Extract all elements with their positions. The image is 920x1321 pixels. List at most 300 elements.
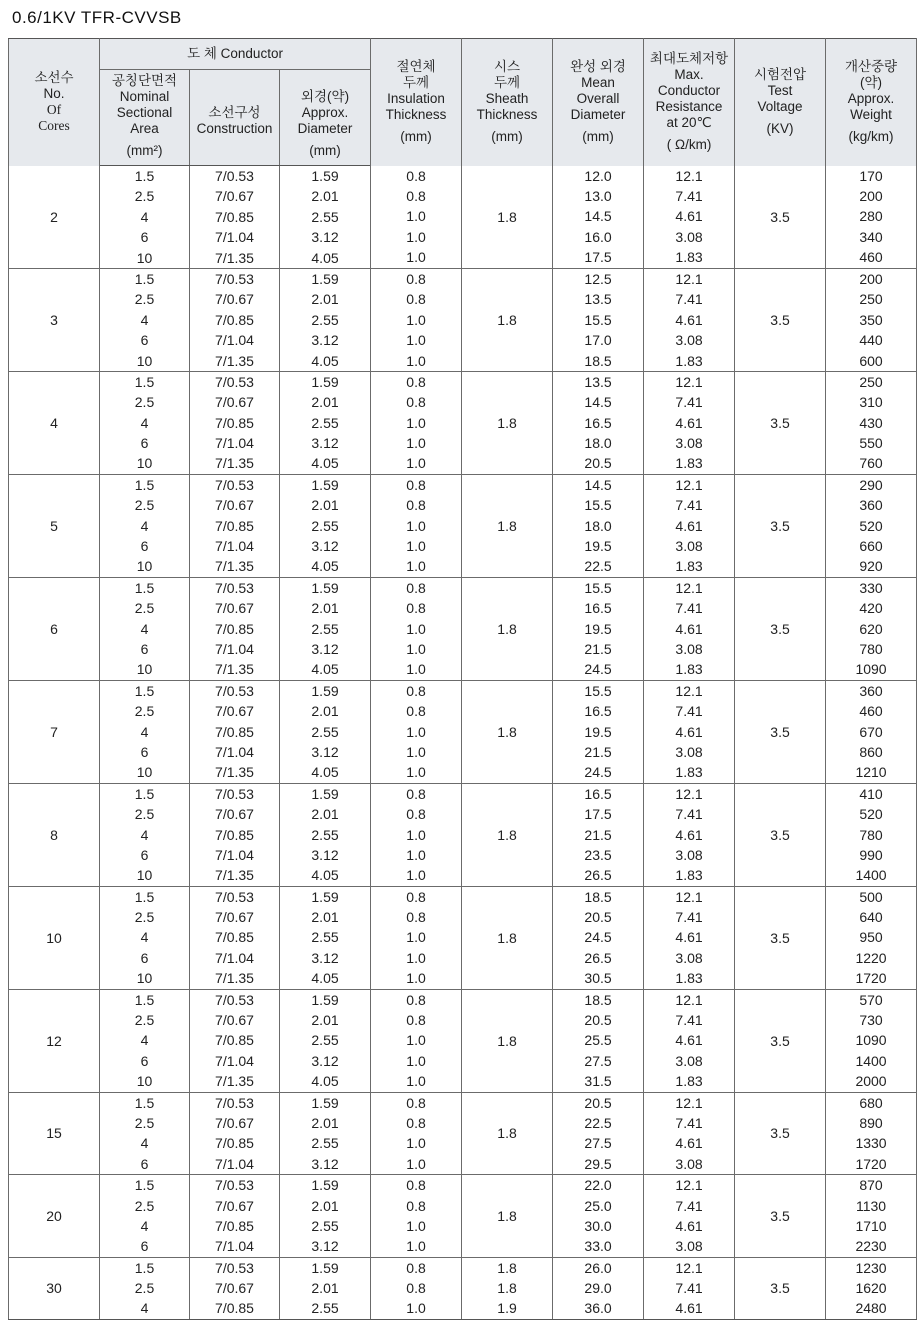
cell-overall <box>553 268 644 371</box>
cell-value: 25.0 <box>584 1197 612 1214</box>
cell-value: 4.61 <box>675 517 703 534</box>
cell-area <box>100 989 190 1092</box>
cell-value: 7.41 <box>675 1280 703 1297</box>
cell-area <box>100 577 190 680</box>
cell-value: 7/0.85 <box>215 517 254 534</box>
cell-value: 2.01 <box>311 291 339 308</box>
cell-value: 330 <box>859 579 883 596</box>
cell-area <box>100 783 190 886</box>
cell-value: 18.5 <box>584 352 612 369</box>
cell-value: 3.12 <box>311 229 339 246</box>
cell-value: 4.05 <box>311 970 339 987</box>
cable-spec-table <box>8 38 917 1320</box>
cell-value: 7.41 <box>675 1114 703 1131</box>
cell-value: 680 <box>859 1094 883 1111</box>
cell-weight <box>826 577 917 680</box>
cell-value: 20.5 <box>584 1094 612 1111</box>
header-line: No. <box>43 86 65 102</box>
cell-value: 170 <box>859 167 883 184</box>
header-line: Nominal <box>119 89 170 104</box>
cell-value: 7/1.35 <box>215 970 254 987</box>
cell-value: 7/0.53 <box>215 1259 254 1276</box>
cell-diameter <box>280 268 371 371</box>
cell-value: 10 <box>136 249 153 266</box>
header-line: 시스 <box>493 59 521 75</box>
cell-value: 20.5 <box>584 909 612 926</box>
cell-construction <box>190 783 280 886</box>
cell-value: 4 <box>140 517 149 534</box>
cell-value: 0.8 <box>406 187 426 204</box>
cell-value: 3.5 <box>770 517 790 534</box>
cell-value: 1.0 <box>406 1073 426 1090</box>
cell-diameter <box>280 886 371 989</box>
cell-value: 1.59 <box>311 579 339 596</box>
cell-value: 7/1.35 <box>215 1073 254 1090</box>
cell-construction <box>190 886 280 989</box>
cell-diameter <box>280 166 371 269</box>
header-sheath <box>462 39 553 166</box>
cell-cores <box>9 577 100 680</box>
cell-construction <box>190 474 280 577</box>
cell-resistance <box>644 1092 735 1175</box>
cell-value: 10 <box>136 1073 153 1090</box>
cell-value: 4.05 <box>311 352 339 369</box>
cell-value: 250 <box>859 291 883 308</box>
cell-value: 4.05 <box>311 558 339 575</box>
cell-value: 1.0 <box>406 1155 426 1172</box>
cell-value: 1130 <box>855 1197 887 1214</box>
cell-sheath <box>462 886 553 989</box>
cell-value: 0.8 <box>406 1259 426 1276</box>
header-line: (mm) <box>309 143 341 158</box>
cell-weight <box>826 1175 917 1258</box>
header-insulation <box>371 39 462 166</box>
cell-value: 3.5 <box>770 929 790 946</box>
cell-value: 3.12 <box>311 743 339 760</box>
cell-value: 1.8 <box>497 414 517 431</box>
cell-value: 1.0 <box>406 1052 426 1069</box>
cell-value: 26.5 <box>584 949 612 966</box>
cell-value: 6 <box>140 743 149 760</box>
cell-value: 1210 <box>855 764 887 781</box>
cell-value: 2.55 <box>311 1135 339 1152</box>
cell-value: 2.55 <box>311 1032 339 1049</box>
cell-value: 16.0 <box>584 228 612 245</box>
cell-value: 20.5 <box>584 455 612 472</box>
cell-value: 1.0 <box>406 1238 426 1255</box>
cell-value: 7/0.85 <box>215 311 254 328</box>
cell-value: 6 <box>140 1155 149 1172</box>
cell-value: 7.41 <box>675 187 703 204</box>
cell-value: 4 <box>140 826 149 843</box>
cell-value: 7/0.53 <box>215 168 254 184</box>
cell-resistance <box>644 166 735 269</box>
cell-value: 21.5 <box>584 826 612 843</box>
cell-value: 1.0 <box>406 228 426 245</box>
cell-value: 3.08 <box>675 743 703 760</box>
cell-value: 7/1.04 <box>215 332 254 349</box>
cell-value: 2.55 <box>311 414 339 431</box>
header-line: Weight <box>850 107 892 123</box>
cell-value: 1.83 <box>675 558 703 575</box>
cell-value: 36.0 <box>584 1300 612 1317</box>
cell-value: 4.61 <box>675 1300 703 1317</box>
cell-value: 2.55 <box>311 620 339 637</box>
cell-value: 1710 <box>855 1217 887 1234</box>
cell-area <box>100 474 190 577</box>
cell-value: 10 <box>136 867 153 884</box>
cell-value: 2.01 <box>311 703 339 720</box>
cell-value: 7/0.85 <box>215 1217 254 1234</box>
cell-value: 3.12 <box>311 640 339 657</box>
cell-value: 18.0 <box>584 435 612 452</box>
cell-value: 7/0.67 <box>215 806 254 823</box>
table-row <box>9 783 917 886</box>
cell-cores <box>9 680 100 783</box>
cell-value: 1.8 <box>497 208 517 225</box>
cell-value: 2.01 <box>311 600 339 617</box>
cell-value: 1400 <box>855 867 887 884</box>
header-line: at 20℃ <box>666 115 712 131</box>
cell-value: 2.5 <box>134 909 155 926</box>
cell-value: 7/1.04 <box>215 1238 254 1255</box>
cell-value: 1.83 <box>675 249 703 266</box>
cell-value: 4.61 <box>675 826 703 843</box>
cell-value: 7/0.53 <box>215 1094 254 1111</box>
page-title: 0.6/1KV TFR-CVVSB <box>12 8 182 27</box>
cell-value: 1.83 <box>675 661 703 678</box>
cell-value: 22.5 <box>584 1114 612 1131</box>
cell-value: 350 <box>859 311 883 328</box>
cell-value: 2.01 <box>311 188 339 205</box>
cell-value: 0.8 <box>406 682 426 699</box>
cell-value: 3.12 <box>311 1155 339 1172</box>
cell-sheath <box>462 474 553 577</box>
cell-value: 7/1.04 <box>215 538 254 555</box>
cell-value: 2.5 <box>134 600 155 617</box>
header-diameter <box>280 70 371 166</box>
cell-value: 7/0.67 <box>215 909 254 926</box>
cell-value: 6 <box>140 1238 149 1255</box>
cell-value: 1.0 <box>406 723 426 740</box>
cell-value: 1.0 <box>406 435 426 452</box>
cell-value: 31.5 <box>584 1073 612 1090</box>
cell-value: 18.5 <box>584 888 612 905</box>
cell-value: 7/0.85 <box>215 1032 254 1049</box>
cell-value: 0.8 <box>406 1094 426 1111</box>
cell-value: 4.05 <box>311 249 339 266</box>
cell-value: 1.8 <box>497 929 517 946</box>
cell-value: 7/0.53 <box>215 476 254 493</box>
cell-value: 2.5 <box>134 1197 155 1214</box>
cell-value: 600 <box>859 352 883 369</box>
cell-value: 4.05 <box>311 661 339 678</box>
header-line: Test <box>767 83 793 99</box>
cell-cores <box>9 1175 100 1258</box>
cell-value: 7/0.85 <box>215 929 254 946</box>
cell-value: 7/1.35 <box>215 558 254 575</box>
cell-value: 3 <box>50 311 58 328</box>
cell-construction <box>190 1175 280 1258</box>
cell-value: 2.55 <box>311 1217 339 1234</box>
cell-value: 7/0.53 <box>215 682 254 699</box>
header-line: Conductor <box>657 83 721 99</box>
cell-value: 7/0.53 <box>215 579 254 596</box>
cell-diameter <box>280 577 371 680</box>
cell-value: 24.5 <box>584 661 612 678</box>
header-line: Max. <box>674 67 704 83</box>
cell-value: 2.55 <box>311 517 339 534</box>
header-line: Voltage <box>757 99 803 115</box>
cell-value: 1.5 <box>134 476 155 493</box>
cell-cores <box>9 474 100 577</box>
cell-value: 0.8 <box>406 476 426 493</box>
cell-sheath <box>462 1092 553 1175</box>
cell-sheath <box>462 1175 553 1258</box>
cell-value: 7/0.67 <box>215 1114 254 1131</box>
cell-resistance <box>644 886 735 989</box>
cell-value: 500 <box>859 888 883 905</box>
cell-value: 7/0.53 <box>215 373 254 390</box>
cell-value: 1.0 <box>406 414 426 431</box>
cell-value: 780 <box>859 640 883 657</box>
cell-overall <box>553 166 644 269</box>
cell-value: 3.5 <box>770 723 790 740</box>
cell-value: 0.8 <box>406 1012 426 1029</box>
cell-value: 550 <box>859 435 883 452</box>
cell-value: 23.5 <box>584 846 612 863</box>
cell-value: 2.01 <box>311 1114 339 1131</box>
cell-value: 3.08 <box>675 1052 703 1069</box>
cell-voltage <box>735 783 826 886</box>
cell-value: 1.59 <box>311 270 339 287</box>
cell-sheath <box>462 989 553 1092</box>
cell-value: 15.5 <box>584 497 612 514</box>
header-line: Diameter <box>570 107 626 123</box>
cell-value: 7/1.04 <box>215 1155 254 1172</box>
cell-value: 760 <box>859 455 883 472</box>
header-line: Thickness <box>385 107 447 123</box>
cell-value: 10 <box>136 352 153 369</box>
cell-value: 12.1 <box>675 1094 703 1111</box>
cell-voltage <box>735 886 826 989</box>
cell-value: 1.5 <box>134 168 155 184</box>
header-line: (mm) <box>491 129 523 145</box>
cell-diameter <box>280 371 371 474</box>
cell-value: 7/0.67 <box>215 188 254 205</box>
cell-value: 1.5 <box>134 1094 155 1111</box>
cell-value: 460 <box>859 249 883 266</box>
cell-value: 4.05 <box>311 867 339 884</box>
cell-diameter <box>280 1257 371 1319</box>
cell-value: 4.61 <box>675 620 703 637</box>
cell-value: 1.59 <box>311 476 339 493</box>
cell-value: 0.8 <box>406 579 426 596</box>
cell-value: 0.8 <box>406 991 426 1008</box>
cell-value: 1.83 <box>675 455 703 472</box>
cell-value: 3.12 <box>311 846 339 863</box>
cell-value: 6 <box>140 435 149 452</box>
cell-value: 280 <box>859 208 883 225</box>
cell-weight <box>826 1257 917 1319</box>
cell-value: 780 <box>859 826 883 843</box>
cell-value: 860 <box>859 743 883 760</box>
cell-value: 6 <box>140 538 149 555</box>
cell-value: 13.0 <box>584 187 612 204</box>
cell-sheath <box>462 371 553 474</box>
cell-overall <box>553 680 644 783</box>
cell-value: 640 <box>859 909 883 926</box>
cell-value: 430 <box>859 414 883 431</box>
cell-value: 1.5 <box>134 991 155 1008</box>
cell-value: 440 <box>859 332 883 349</box>
cell-value: 2.5 <box>134 703 155 720</box>
cell-value: 2230 <box>855 1238 887 1255</box>
cell-value: 7/0.67 <box>215 1197 254 1214</box>
cell-value: 19.5 <box>584 723 612 740</box>
cell-value: 16.5 <box>584 785 612 802</box>
header-line: 외경(약) <box>300 89 350 104</box>
cell-value: 2.5 <box>134 1280 155 1297</box>
cell-value: 4.61 <box>675 723 703 740</box>
table-row <box>9 886 917 989</box>
header-line: Insulation <box>387 91 445 107</box>
cell-value: 7/0.53 <box>215 785 254 802</box>
cell-value: 7/1.04 <box>215 1052 254 1069</box>
cell-value: 7/1.04 <box>215 846 254 863</box>
cell-value: 7/1.35 <box>215 249 254 266</box>
cell-value: 12.0 <box>584 167 612 184</box>
header-line: Of <box>46 102 62 118</box>
header-line: 두께 <box>493 75 521 91</box>
cell-value: 1.59 <box>311 1094 339 1111</box>
cell-value: 1.0 <box>406 558 426 575</box>
cell-value: 12.1 <box>675 991 703 1008</box>
cell-value: 1720 <box>855 1155 887 1172</box>
cell-value: 1.8 <box>497 826 517 843</box>
cell-value: 7/0.85 <box>215 208 254 225</box>
cell-value: 4 <box>140 1217 149 1234</box>
cell-value: 7.41 <box>675 806 703 823</box>
header-cores <box>9 39 100 166</box>
header-resistance <box>644 39 735 166</box>
cell-value: 7/0.53 <box>215 1177 254 1194</box>
cell-value: 0.8 <box>406 1280 426 1297</box>
header-line: Construction <box>196 121 273 136</box>
header-line: 개산중량 <box>844 59 898 75</box>
cell-value: 0.8 <box>406 373 426 390</box>
cell-value: 420 <box>859 600 883 617</box>
cell-value: 1.8 <box>497 620 517 637</box>
header-line: Mean <box>581 75 615 91</box>
cell-value: 6 <box>140 229 149 246</box>
cell-value: 7/0.67 <box>215 600 254 617</box>
cell-voltage <box>735 371 826 474</box>
cell-diameter <box>280 1175 371 1258</box>
cell-value: 7/1.35 <box>215 661 254 678</box>
table-row <box>9 680 917 783</box>
cell-value: 290 <box>859 476 883 493</box>
cell-sheath <box>462 1257 553 1319</box>
cell-voltage <box>735 474 826 577</box>
cell-value: 1.0 <box>406 352 426 369</box>
cell-value: 17.5 <box>584 249 612 266</box>
cell-value: 7/1.04 <box>215 640 254 657</box>
cell-area <box>100 371 190 474</box>
table-row <box>9 474 917 577</box>
cell-resistance <box>644 1257 735 1319</box>
cell-overall <box>553 783 644 886</box>
cell-value: 7.41 <box>675 394 703 411</box>
header-construction <box>190 70 280 166</box>
cell-value: 3.5 <box>770 620 790 637</box>
header-line: 완성 외경 <box>570 59 626 75</box>
cell-value: 7/0.85 <box>215 1300 254 1317</box>
cell-value: 1.0 <box>406 949 426 966</box>
cell-resistance <box>644 474 735 577</box>
cell-value: 18.0 <box>584 517 612 534</box>
cell-value: 26.0 <box>584 1259 612 1276</box>
cell-weight <box>826 680 917 783</box>
cell-value: 1.5 <box>134 373 155 390</box>
cell-insulation <box>371 1257 462 1319</box>
cell-sheath <box>462 783 553 886</box>
cell-value: 7/0.53 <box>215 991 254 1008</box>
cell-value: 7/0.67 <box>215 1012 254 1029</box>
cell-value: 2.01 <box>311 806 339 823</box>
cell-value: 2.5 <box>134 188 155 205</box>
cell-value: 1.0 <box>406 764 426 781</box>
cell-value: 30.5 <box>584 970 612 987</box>
header-line: Approx. <box>301 105 349 120</box>
cell-construction <box>190 1257 280 1319</box>
cell-value: 1.83 <box>675 1073 703 1090</box>
cell-voltage <box>735 989 826 1092</box>
cell-sheath <box>462 577 553 680</box>
cell-value: 7/1.04 <box>215 949 254 966</box>
cell-value: 3.5 <box>770 1125 790 1142</box>
cell-overall <box>553 989 644 1092</box>
header-line: Approx. <box>847 91 895 107</box>
table-row <box>9 166 917 269</box>
cell-value: 310 <box>859 394 883 411</box>
cell-value: 4 <box>140 311 149 328</box>
cell-value: 2.5 <box>134 497 155 514</box>
cell-value: 7/0.67 <box>215 394 254 411</box>
cell-value: 670 <box>859 723 883 740</box>
cell-value: 7/0.67 <box>215 291 254 308</box>
cell-cores <box>9 166 100 269</box>
cell-value: 12.5 <box>584 270 612 287</box>
cell-value: 20.5 <box>584 1012 612 1029</box>
cell-area <box>100 1175 190 1258</box>
cell-value: 7/0.67 <box>215 1280 254 1297</box>
cell-value: 1330 <box>855 1135 887 1152</box>
cell-value: 2 <box>50 208 58 225</box>
cell-value: 2.5 <box>134 806 155 823</box>
cell-value: 1.59 <box>311 991 339 1008</box>
cell-weight <box>826 268 917 371</box>
cell-value: 27.5 <box>584 1135 612 1152</box>
cell-value: 7/1.04 <box>215 743 254 760</box>
cell-value: 1.0 <box>406 640 426 657</box>
header-line: Diameter <box>297 121 353 136</box>
table-row <box>9 1092 917 1175</box>
cell-value: 7/0.85 <box>215 414 254 431</box>
cell-value: 1.5 <box>134 785 155 802</box>
header-line: Overall <box>576 91 620 107</box>
cell-value: 3.08 <box>675 640 703 657</box>
